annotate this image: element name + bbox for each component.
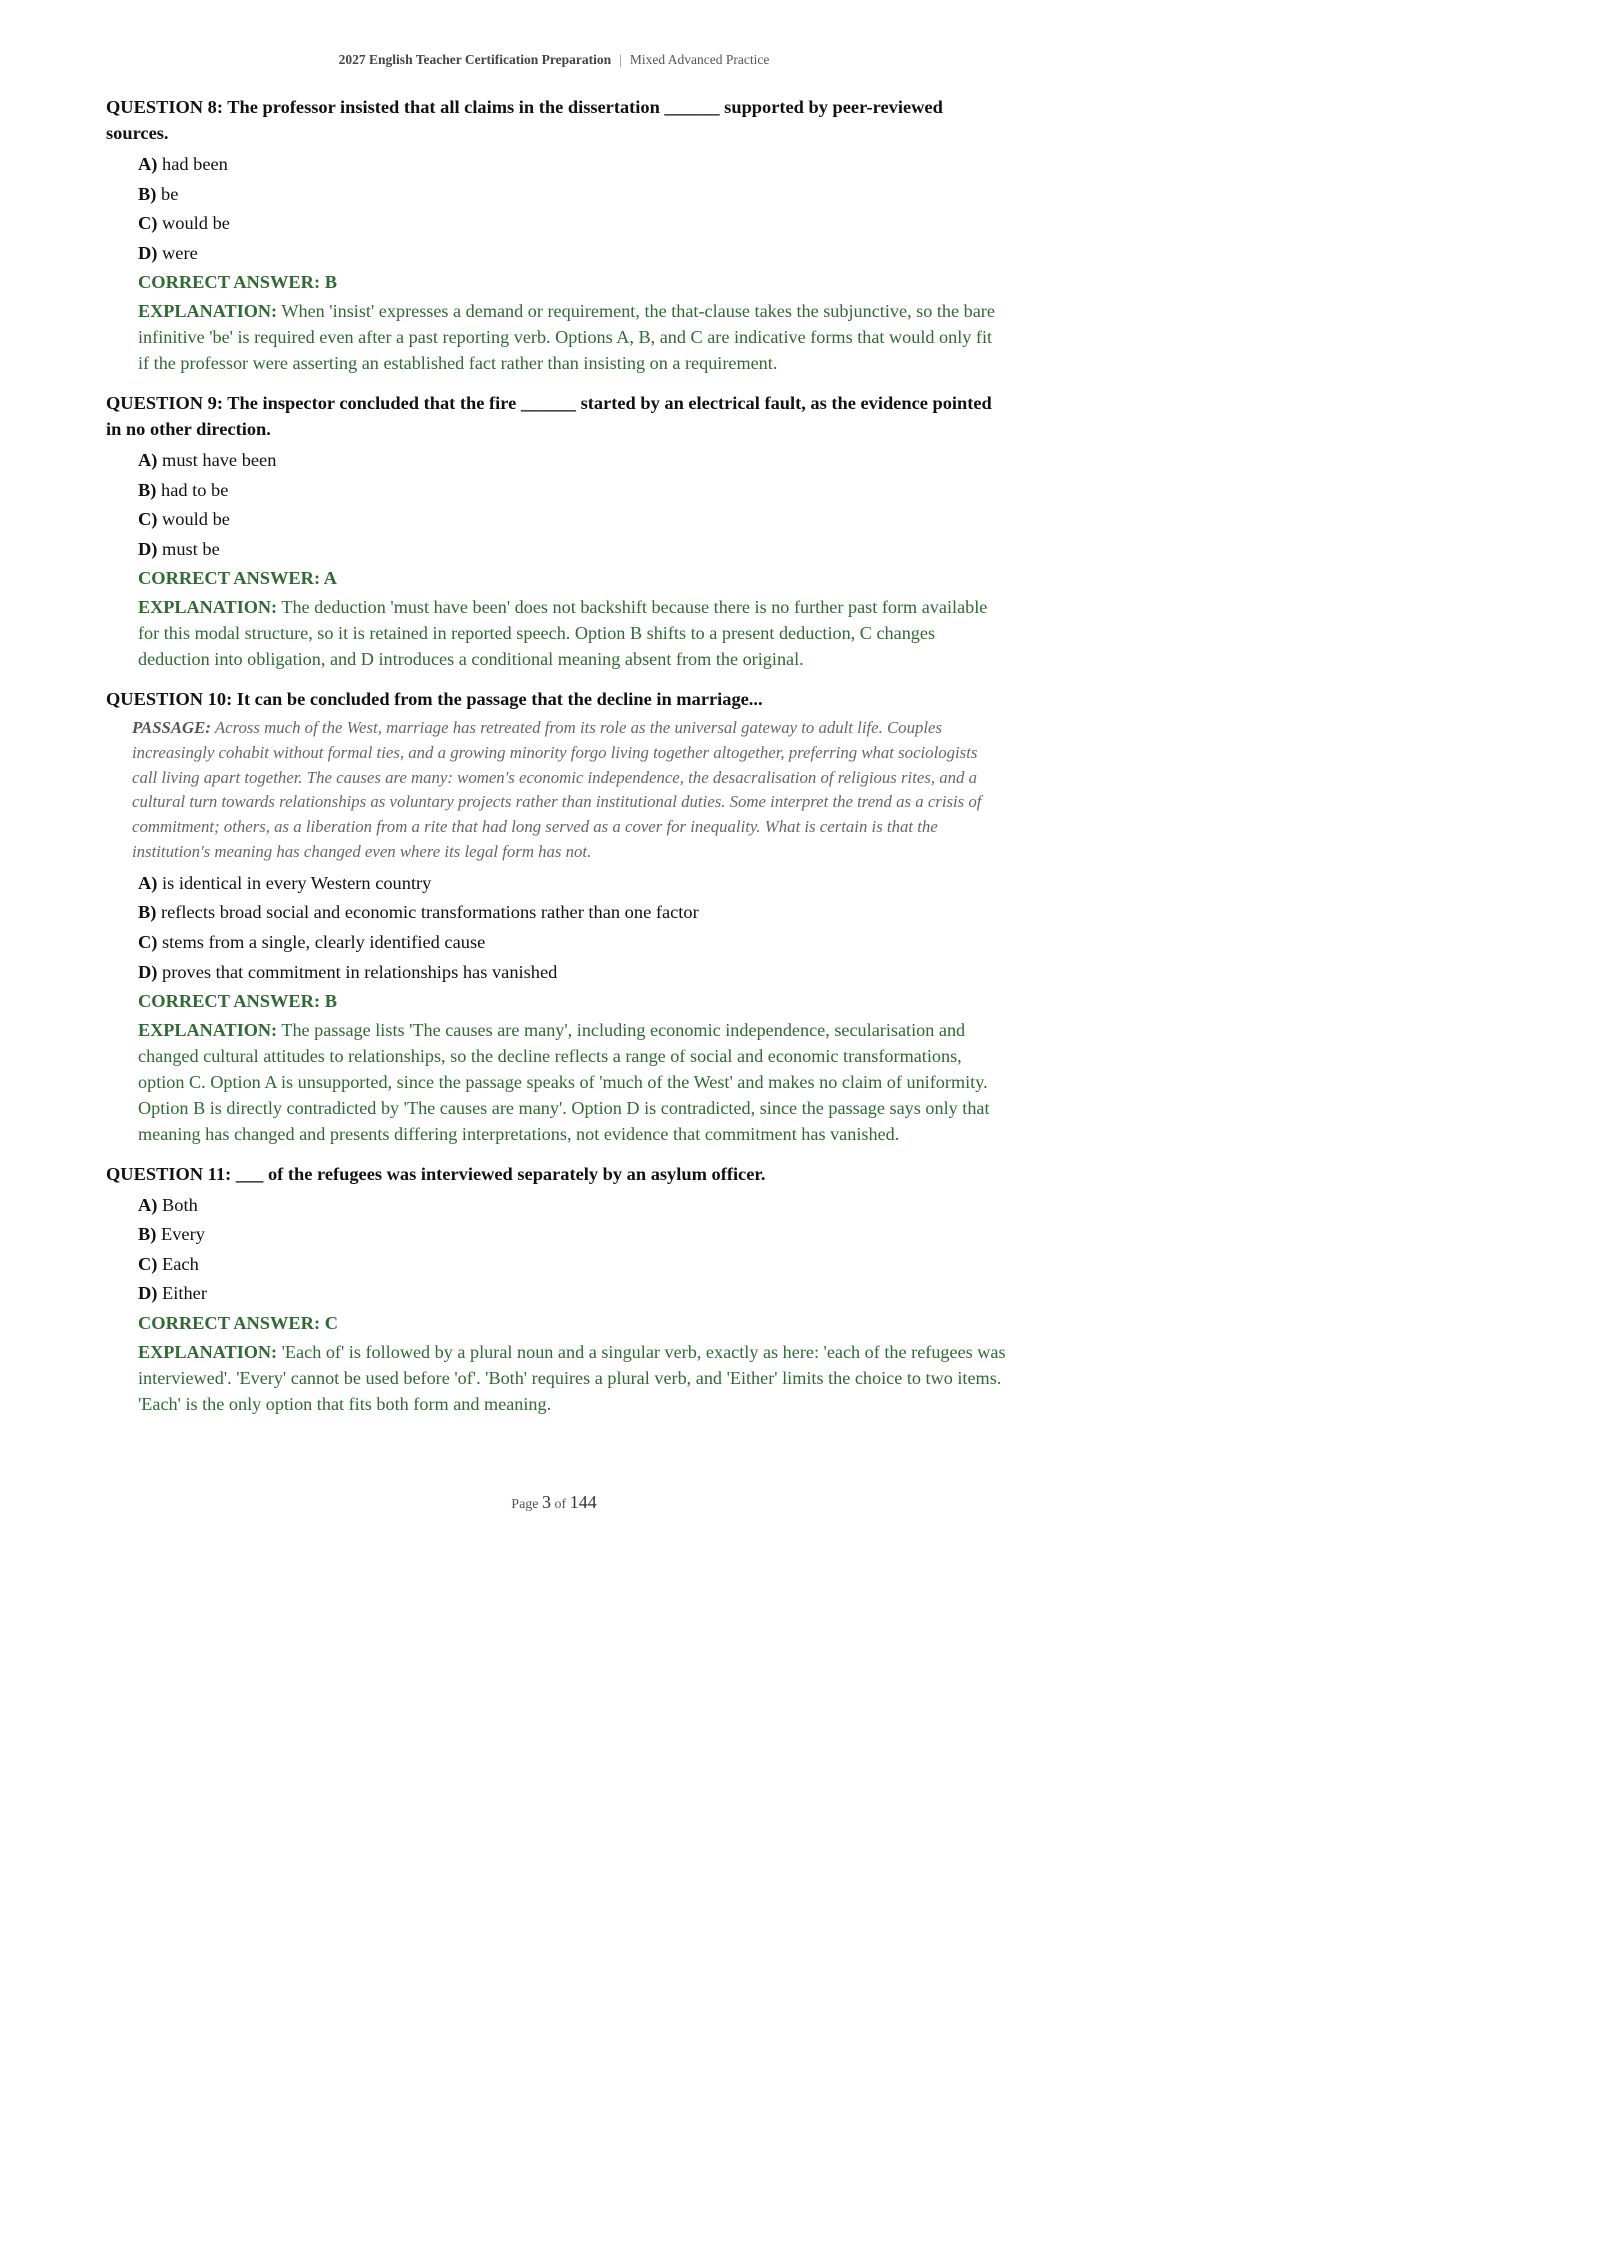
- question-stem: QUESTION 9: The inspector concluded that the fire ______ started by an electrical fault, as the evidence pointed in no other direction.: [106, 392, 992, 439]
- correct-answer: [138, 564, 1006, 594]
- explanation-text: The deduction 'must have been' does not backshift because there is no further past form available for this modal structure, so it is retained in reported speech. Option B shifts to a present deduction, C changes deduction into obligation, and D introduces a conditional meaning absent from the original.: [138, 596, 988, 669]
- option-letter: B): [138, 183, 157, 204]
- option-text: must have been: [162, 449, 277, 470]
- option-item: [138, 1191, 1006, 1221]
- question-block: [106, 1161, 1006, 1417]
- option-text: had to be: [161, 479, 229, 500]
- question-stem: QUESTION 8: The professor insisted that all claims in the dissertation ______ supported by peer-reviewed sources.: [106, 97, 943, 143]
- question-stem: QUESTION 11: ___ of the refugees was interviewed separately by an asylum officer.: [106, 1163, 766, 1184]
- option-text: Every: [161, 1224, 205, 1245]
- option-letter: B): [138, 1224, 157, 1245]
- document-title: 2027 English Teacher Certification Preparation: [338, 52, 612, 67]
- option-text: Each: [162, 1253, 199, 1274]
- question-block: [106, 94, 1006, 376]
- question-block: [106, 390, 1006, 672]
- option-list: [138, 446, 1006, 564]
- option-letter: A): [138, 1194, 158, 1215]
- correct-answer-value: B: [324, 272, 337, 293]
- option-text: must be: [162, 538, 220, 559]
- option-letter: C): [138, 931, 158, 952]
- option-letter: B): [138, 902, 157, 923]
- explanation-label: EXPLANATION:: [138, 300, 278, 321]
- option-text: is identical in every Western country: [162, 872, 432, 893]
- question-list: [106, 94, 1006, 1431]
- option-text: Either: [162, 1283, 207, 1304]
- total-pages: 144: [569, 1492, 597, 1512]
- option-item: [138, 535, 1006, 565]
- option-letter: D): [138, 538, 158, 559]
- explanation-label: EXPLANATION:: [138, 1019, 278, 1040]
- option-letter: C): [138, 1253, 158, 1274]
- page-number: 3: [542, 1492, 552, 1512]
- explanation-text: 'Each of' is followed by a plural noun and a singular verb, exactly as here: 'each of the refugees was interviewed'. 'Every' cannot be used before 'of'. 'Both' requires a plural verb, and 'Either' limits the choice to two items. 'Each' is the only option that fits both form and meaning.: [138, 1341, 1006, 1414]
- correct-answer: [138, 268, 1006, 298]
- option-list: [138, 869, 1006, 987]
- correct-answer-label: CORRECT ANSWER:: [138, 1313, 321, 1334]
- option-letter: A): [138, 154, 158, 174]
- question-stem: QUESTION 10: It can be concluded from the passage that the decline in marriage...: [106, 688, 763, 709]
- correct-answer: [138, 987, 1006, 1017]
- option-item: [138, 209, 1006, 239]
- option-item: [138, 180, 1006, 210]
- page-header: [0, 52, 1108, 68]
- correct-answer-label: CORRECT ANSWER:: [138, 568, 321, 589]
- reading-passage: [132, 716, 1006, 865]
- explanation-text: The passage lists 'The causes are many', including economic independence, secularisation and changed cultural attitudes to relationships, so the decline reflects a range of social and economic transformations, option C. Option A is unsupported, since the passage speaks of 'much of the West' and makes no claim of uniformity. Option B is directly contradicted by 'The causes are many'. Option D is contradicted, since the passage says only that meaning has changed and presents differing interpretations, not evidence that commitment has vanished.: [138, 1019, 990, 1144]
- explanation-label: EXPLANATION:: [138, 596, 278, 617]
- option-item: [138, 446, 1006, 476]
- option-letter: D): [138, 242, 158, 263]
- option-letter: C): [138, 213, 158, 234]
- option-item: [138, 505, 1006, 535]
- option-letter: D): [138, 1283, 158, 1304]
- document-subtitle: Mixed Advanced Practice: [629, 52, 770, 67]
- option-text: were: [162, 242, 198, 263]
- option-text: stems from a single, clearly identified cause: [162, 931, 486, 952]
- option-text: had been: [162, 154, 228, 174]
- explanation-label: EXPLANATION:: [138, 1341, 278, 1362]
- correct-answer-value: B: [324, 991, 337, 1012]
- option-list: [138, 1191, 1006, 1309]
- option-list: [138, 150, 1006, 268]
- option-letter: A): [138, 872, 158, 893]
- option-text: Both: [162, 1194, 198, 1215]
- option-item: [138, 1250, 1006, 1280]
- correct-answer: [138, 1309, 1006, 1339]
- explanation: [138, 1339, 1006, 1417]
- correct-answer-label: CORRECT ANSWER:: [138, 991, 321, 1012]
- option-item: [138, 476, 1006, 506]
- option-letter: B): [138, 479, 157, 500]
- passage-text: Across much of the West, marriage has retreated from its role as the universal gateway to adult life. Couples increasingly cohabit without formal ties, and a growing minority forgo living together altogether, preferring what sociologists call living apart together. The causes are many: women's economic independence, the desacralisation of religious rites, and a cultural turn towards relationships as voluntary projects rather than institutional duties. Some interpret the trend as a crisis of commitment; others, as a liberation from a rite that had long served as a cover for inequality. What is certain is that the institution's meaning has changed even where its legal form has not.: [132, 717, 982, 861]
- option-item: [138, 150, 1006, 180]
- explanation: [138, 594, 1006, 672]
- option-item: [138, 869, 1006, 899]
- option-item: [138, 239, 1006, 269]
- option-letter: C): [138, 509, 158, 530]
- header-separator: |: [619, 52, 622, 67]
- page-footer: [0, 1492, 1108, 1513]
- of-word: of: [554, 1497, 567, 1512]
- page-word: Page: [511, 1497, 539, 1512]
- explanation: [138, 298, 1006, 376]
- option-text: reflects broad social and economic transformations rather than one factor: [161, 902, 699, 923]
- question-block: [106, 686, 1006, 1147]
- correct-answer-value: C: [324, 1313, 338, 1334]
- option-letter: A): [138, 449, 158, 470]
- option-letter: D): [138, 961, 158, 982]
- option-text: be: [161, 183, 179, 204]
- option-item: [138, 958, 1006, 988]
- option-item: [138, 1279, 1006, 1309]
- option-item: [138, 898, 1006, 928]
- option-item: [138, 1220, 1006, 1250]
- explanation: [138, 1017, 1006, 1147]
- option-text: would be: [162, 509, 230, 530]
- option-item: [138, 928, 1006, 958]
- option-text: proves that commitment in relationships has vanished: [162, 961, 558, 982]
- correct-answer-value: A: [323, 568, 337, 589]
- passage-label: PASSAGE:: [132, 717, 211, 737]
- option-text: would be: [162, 213, 230, 234]
- correct-answer-label: CORRECT ANSWER:: [138, 272, 321, 293]
- explanation-text: When 'insist' expresses a demand or requirement, the that-clause takes the subjunctive, so the bare infinitive 'be' is required even after a past reporting verb. Options A, B, and C are indicative forms that would only fit if the professor were asserting an established fact rather than insisting on a requirement.: [138, 300, 995, 373]
